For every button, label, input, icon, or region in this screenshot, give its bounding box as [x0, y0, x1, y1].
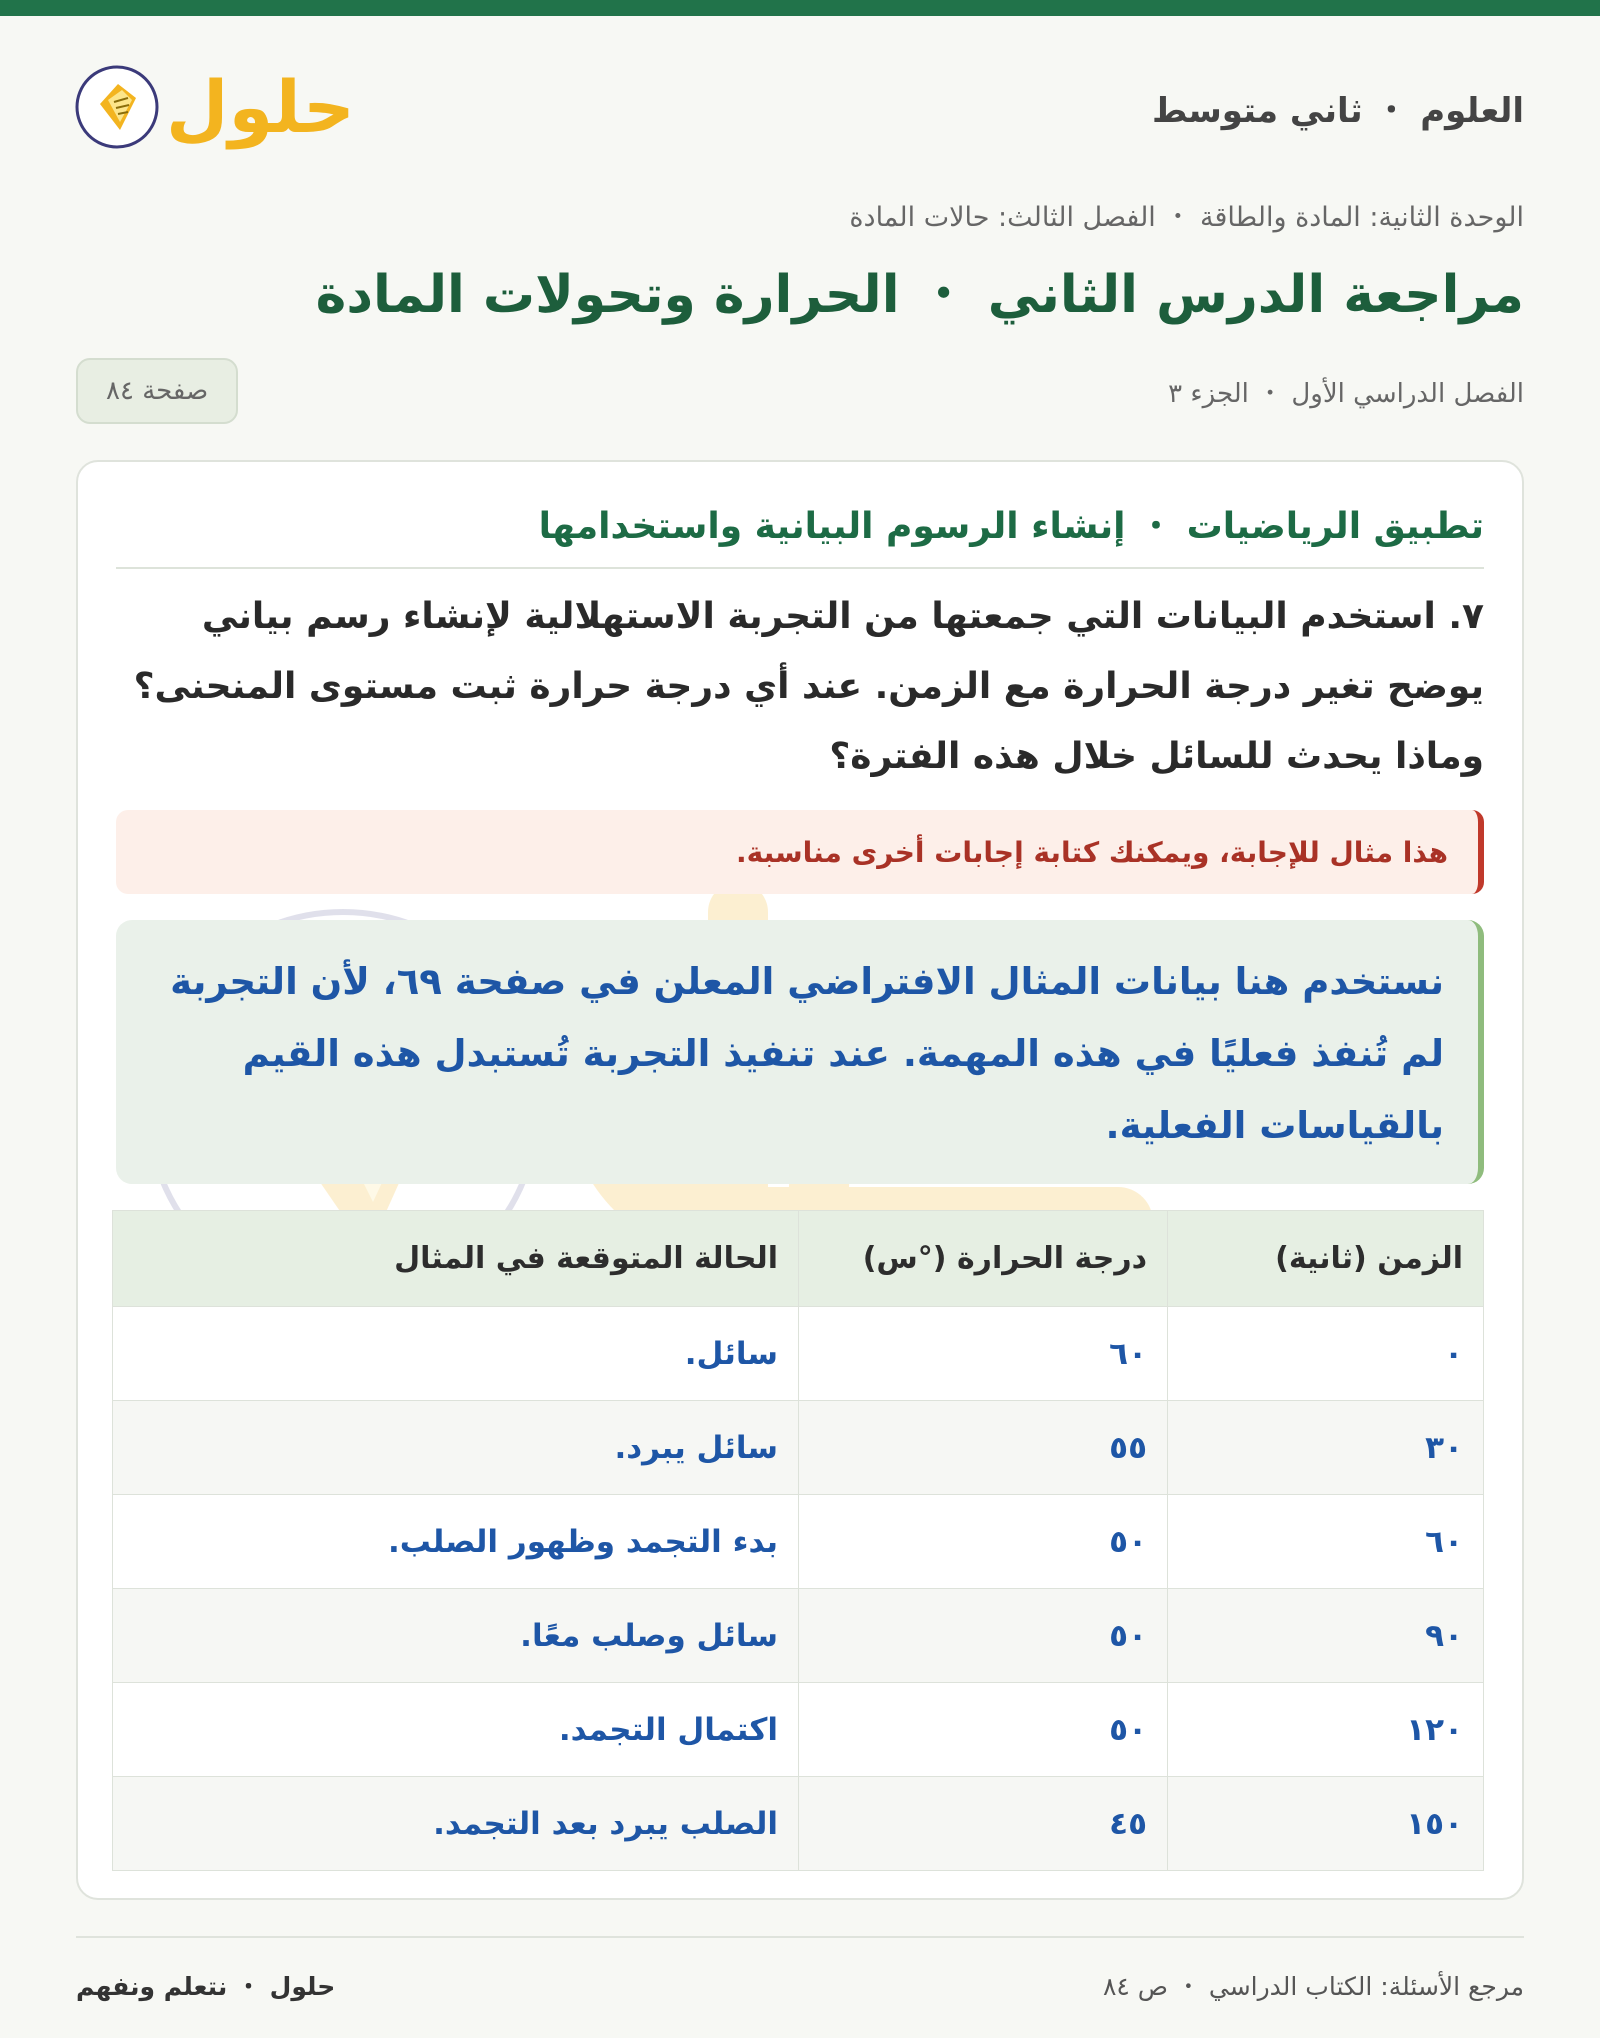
cell-state: الصلب يبرد بعد التجمد. [113, 1777, 799, 1871]
header-temperature: درجة الحرارة (°س) [799, 1211, 1168, 1307]
page-footer [76, 1960, 1524, 2010]
table-row [113, 1777, 1484, 1871]
lesson-card [76, 460, 1524, 1900]
data-table [112, 1210, 1484, 1871]
table-row [113, 1683, 1484, 1777]
cell-state: سائل. [113, 1307, 799, 1401]
cell-time: ١٥٠ [1168, 1777, 1484, 1871]
footer-brand: حلول ・ نتعلم ونفهم [76, 1972, 336, 2001]
logo-wordmark: حلول [166, 65, 355, 149]
footer-divider [76, 1936, 1524, 1938]
footer-reference: مرجع الأسئلة: الكتاب الدراسي ・ ص ٨٤ [1102, 1972, 1524, 2001]
term-label: الفصل الدراسي الأول ・ الجزء ٣ [1168, 378, 1524, 409]
breadcrumb: الوحدة الثانية: المادة والطاقة ・ الفصل الثالث: حالات المادة [849, 202, 1524, 233]
subject-label: العلوم ・ ثاني متوسط [1151, 90, 1524, 131]
page-title: مراجعة الدرس الثاني ・ الحرارة وتحولات المادة [315, 265, 1524, 325]
table-row [113, 1589, 1484, 1683]
answer-note: هذا مثال للإجابة، ويمكنك كتابة إجابات أخرى مناسبة. [116, 810, 1484, 894]
page-header [74, 52, 1524, 162]
cell-temperature: ٤٥ [799, 1777, 1168, 1871]
cell-temperature: ٥٠ [799, 1495, 1168, 1589]
table-row [113, 1401, 1484, 1495]
header-time: الزمن (ثانية) [1168, 1211, 1484, 1307]
header-state: الحالة المتوقعة في المثال [113, 1211, 799, 1307]
cell-temperature: ٦٠ [799, 1307, 1168, 1401]
cell-time: ١٢٠ [1168, 1683, 1484, 1777]
table-header-row [113, 1211, 1484, 1307]
info-box: نستخدم هنا بيانات المثال الافتراضي المعلن في صفحة ٦٩، لأن التجربة لم تُنفذ فعليًا في هذه المهمة. عند تنفيذ التجربة تُستبدل هذه القيم بالقياسات الفعلية. [116, 920, 1484, 1184]
cell-time: ٣٠ [1168, 1401, 1484, 1495]
top-accent-bar [0, 0, 1600, 16]
section-heading: تطبيق الرياضيات ・ إنشاء الرسوم البيانية واستخدامها [116, 498, 1484, 569]
table-row [113, 1307, 1484, 1401]
page-number-badge: صفحة ٨٤ [76, 358, 238, 424]
book-logo-icon [74, 64, 160, 150]
cell-state: اكتمال التجمد. [113, 1683, 799, 1777]
cell-time: ٠ [1168, 1307, 1484, 1401]
cell-temperature: ٥٠ [799, 1683, 1168, 1777]
cell-time: ٩٠ [1168, 1589, 1484, 1683]
cell-temperature: ٥٥ [799, 1401, 1168, 1495]
table-row [113, 1495, 1484, 1589]
term-row [76, 358, 1524, 424]
cell-state: سائل وصلب معًا. [113, 1589, 799, 1683]
cell-state: بدء التجمد وظهور الصلب. [113, 1495, 799, 1589]
cell-time: ٦٠ [1168, 1495, 1484, 1589]
logo [74, 64, 355, 150]
cell-temperature: ٥٠ [799, 1589, 1168, 1683]
question-text: ٧. استخدم البيانات التي جمعتها من التجربة الاستهلالية لإنشاء رسم بياني يوضح تغير درجة الحرارة مع الزمن. عند أي درجة حرارة ثبت مستوى المنحنى؟ وماذا يحدث للسائل خلال هذه الفترة؟ [133, 596, 1484, 777]
cell-state: سائل يبرد. [113, 1401, 799, 1495]
